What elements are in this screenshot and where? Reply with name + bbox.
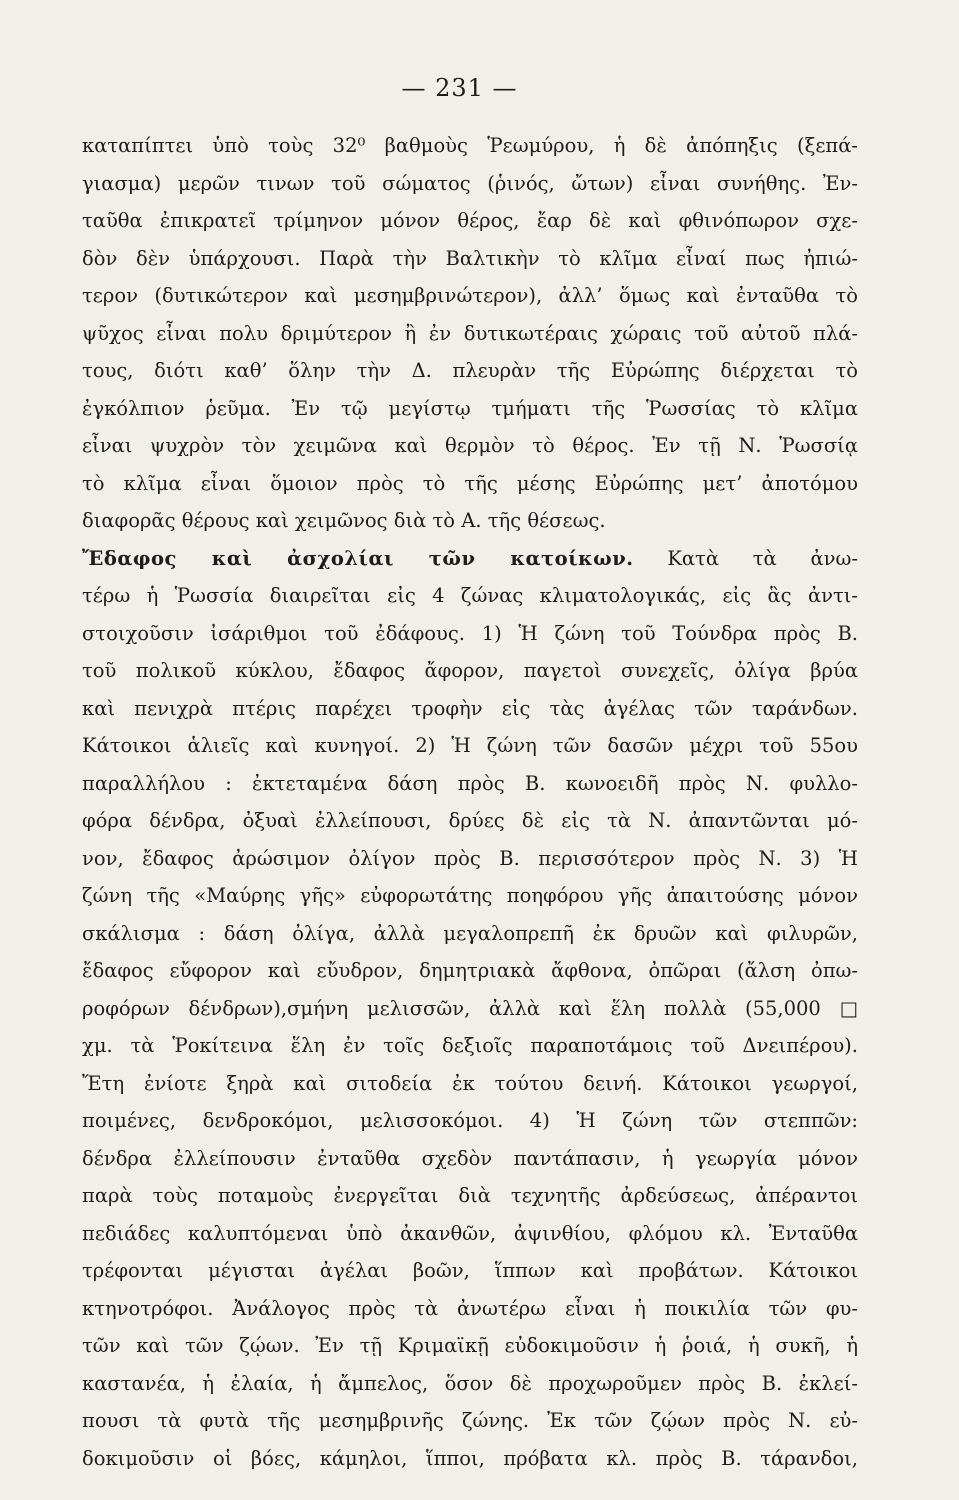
text-line: παραλλήλου : ἐκτεταμένα δάση πρὸς Β. κωνοειδῆ πρὸς Ν. φυλλο- <box>82 771 858 795</box>
text-line: τὸ κλῖμα εἶναι ὅμοιον πρὸς τὸ τῆς μέσης Εὐρώπης μετ’ ἀποτόμου <box>82 471 858 495</box>
text-line: καστανέα, ἡ ἐλαία, ἡ ἄμπελος, ὅσον δὲ προχωροῦμεν πρὸς Β. ἐκλεί- <box>82 1371 858 1395</box>
text-line: δοκιμοῦσιν οἱ βόες, κάμηλοι, ἵπποι, πρόβατα κλ. πρὸς Β. τάρανδοι, <box>82 1446 858 1470</box>
text-line: τερον (δυτικώτερον καὶ μεσημβρινώτερον), ἀλλ’ ὅμως καὶ ἐνταῦθα τὸ <box>82 284 858 307</box>
text-line: κτηνοτρόφοι. Ἀνάλογος πρὸς τὰ ἀνωτέρω εἶναι ἡ ποικιλία τῶν φυ- <box>82 1296 858 1320</box>
text-line: σκάλισμα : δάση ὀλίγα, ἀλλὰ μεγαλοπρεπῆ ἐκ δρυῶν καὶ φιλυρῶν, <box>82 921 858 945</box>
text-line: καταπίπτει ὑπὸ τοὺς 32⁰ βαθμοὺς Ῥεωμύρου, ἡ δὲ ἀπόπηξις (ξεπά- <box>82 134 858 157</box>
text-line: δὸν δὲν ὑπάρχουσι. Παρὰ τὴν Βαλτικὴν τὸ κλῖμα εἶναί πως ἠπιώ- <box>82 246 858 270</box>
page-number: — 231 — <box>401 74 518 102</box>
text-line: δένδρα ἐλλείπουσιν ἐνταῦθα σχεδὸν παντάπασιν, ἡ γεωργία μόνον <box>82 1146 858 1170</box>
text-line: ποιμένες, δενδροκόμοι, μελισσοκόμοι. 4) Ἡ ζώνη τῶν στεππῶν: <box>82 1109 858 1132</box>
text-line: τῶν καὶ τῶν ζῴων. Ἐν τῇ Κριμαϊκῇ εὐδοκιμοῦσιν ἡ ῥοιά, ἡ συκῆ, ἡ <box>82 1334 858 1357</box>
text-line: γιασμα) μερῶν τινων τοῦ σώματος (ῥινός, ὤτων) εἶναι συνήθης. Ἐν- <box>82 171 858 195</box>
text-line: τέρω ἡ Ῥωσσία διαιρεῖται εἰς 4 ζώνας κλιματολογικάς, εἰς ἃς ἀντι- <box>82 584 858 607</box>
text-run: Κατὰ τὰ ἀνω- <box>667 546 858 570</box>
text-line: πεδιάδες καλυπτόμεναι ὑπὸ ἀκανθῶν, ἀψινθίου, φλόμου κλ. Ἐνταῦθα <box>82 1221 858 1245</box>
text-line: διαφορᾶς θέρους καὶ χειμῶνος διὰ τὸ Α. τῆς θέσεως. <box>82 509 606 532</box>
text-line: φόρα δένδρα, ὀξυαὶ ἐλλείπουσι, δρύες δὲ εἰς τὰ Ν. ἀπαντῶνται μό- <box>82 809 858 832</box>
text-line: στοιχοῦσιν ἰσάριθμοι τοῦ ἐδάφους. 1) Ἡ ζώνη τοῦ Τούνδρα πρὸς Β. <box>82 621 858 645</box>
text-line: νον, ἔδαφος ἀρώσιμον ὀλίγον πρὸς Β. περισσότερον πρὸς Ν. 3) Ἡ <box>82 846 858 870</box>
body-text <box>82 127 858 1477</box>
text-line: Κάτοικοι ἁλιεῖς καὶ κυνηγοί. 2) Ἡ ζώνη τῶν δασῶν μέχρι τοῦ 55ου <box>82 734 858 757</box>
text-line: ἐγκόλπιον ῥεῦμα. Ἐν τῷ μεγίστῳ τμήματι τῆς Ῥωσσίας τὸ κλῖμα <box>82 396 858 420</box>
text-line: εἶναι ψυχρὸν τὸν χειμῶνα καὶ θερμὸν τὸ θέρος. Ἐν τῇ Ν. Ῥωσσίᾳ <box>82 434 858 457</box>
text-line: ἔδαφος εὔφορον καὶ εὔυδρον, δημητριακὰ ἄφθονα, ὀπῶραι (ἄλση ὀπω- <box>82 959 858 982</box>
text-line: τρέφονται μέγισται ἀγέλαι βοῶν, ἵππων καὶ προβάτων. Κάτοικοι <box>82 1259 858 1282</box>
section-heading-line <box>82 540 858 578</box>
text-line: ροφόρων δένδρων),σμήνη μελισσῶν, ἀλλὰ καὶ ἕλη πολλὰ (55,000 □ <box>82 996 858 1020</box>
text-line: ψῦχος εἶναι πολυ δριμύτερον ἢ ἐν δυτικωτέραις χώραις τοῦ αὐτοῦ πλά- <box>82 321 858 345</box>
text-line: ταῦθα ἐπικρατεῖ τρίμηνον μόνον θέρος, ἔαρ δὲ καὶ φθινόπωρον σχε- <box>82 209 858 232</box>
text-line: Ἔτη ἐνίοτε ξηρὰ καὶ σιτοδεία ἐκ τούτου δεινή. Κάτοικοι γεωργοί, <box>82 1071 858 1095</box>
text-line: τοῦ πολικοῦ κύκλου, ἔδαφος ἄφορον, παγετοὶ συνεχεῖς, ὀλίγα βρύα <box>82 659 858 682</box>
text-line: τους, διότι καθ’ ὅλην τὴν Δ. πλευρὰν τῆς Εὐρώπης διέρχεται τὸ <box>82 359 858 382</box>
text-line: παρὰ τοὺς ποταμοὺς ἐνεργεῖται διὰ τεχνητῆς ἀρδεύσεως, ἀπέραντοι <box>82 1184 858 1207</box>
section-heading: Ἔδαφος καὶ ἀσχολίαι τῶν κατοίκων. <box>82 546 634 570</box>
text-line: ζώνη τῆς «Μαύρης γῆς» εὐφορωτάτης ποηφόρου γῆς ἀπαιτούσης μόνον <box>82 884 858 907</box>
text-line: χμ. τὰ Ῥοκίτεινα ἕλη ἐν τοῖς δεξιοῖς παραποτάμοις τοῦ Δνειπέρου). <box>82 1034 858 1057</box>
text-line: πουσι τὰ φυτὰ τῆς μεσημβρινῆς ζώνης. Ἐκ τῶν ζῴων πρὸς Ν. εὐ- <box>82 1409 858 1432</box>
text-line: καὶ πενιχρὰ πτέρις παρέχει τροφὴν εἰς τὰς ἀγέλας τῶν ταράνδων. <box>82 696 858 720</box>
